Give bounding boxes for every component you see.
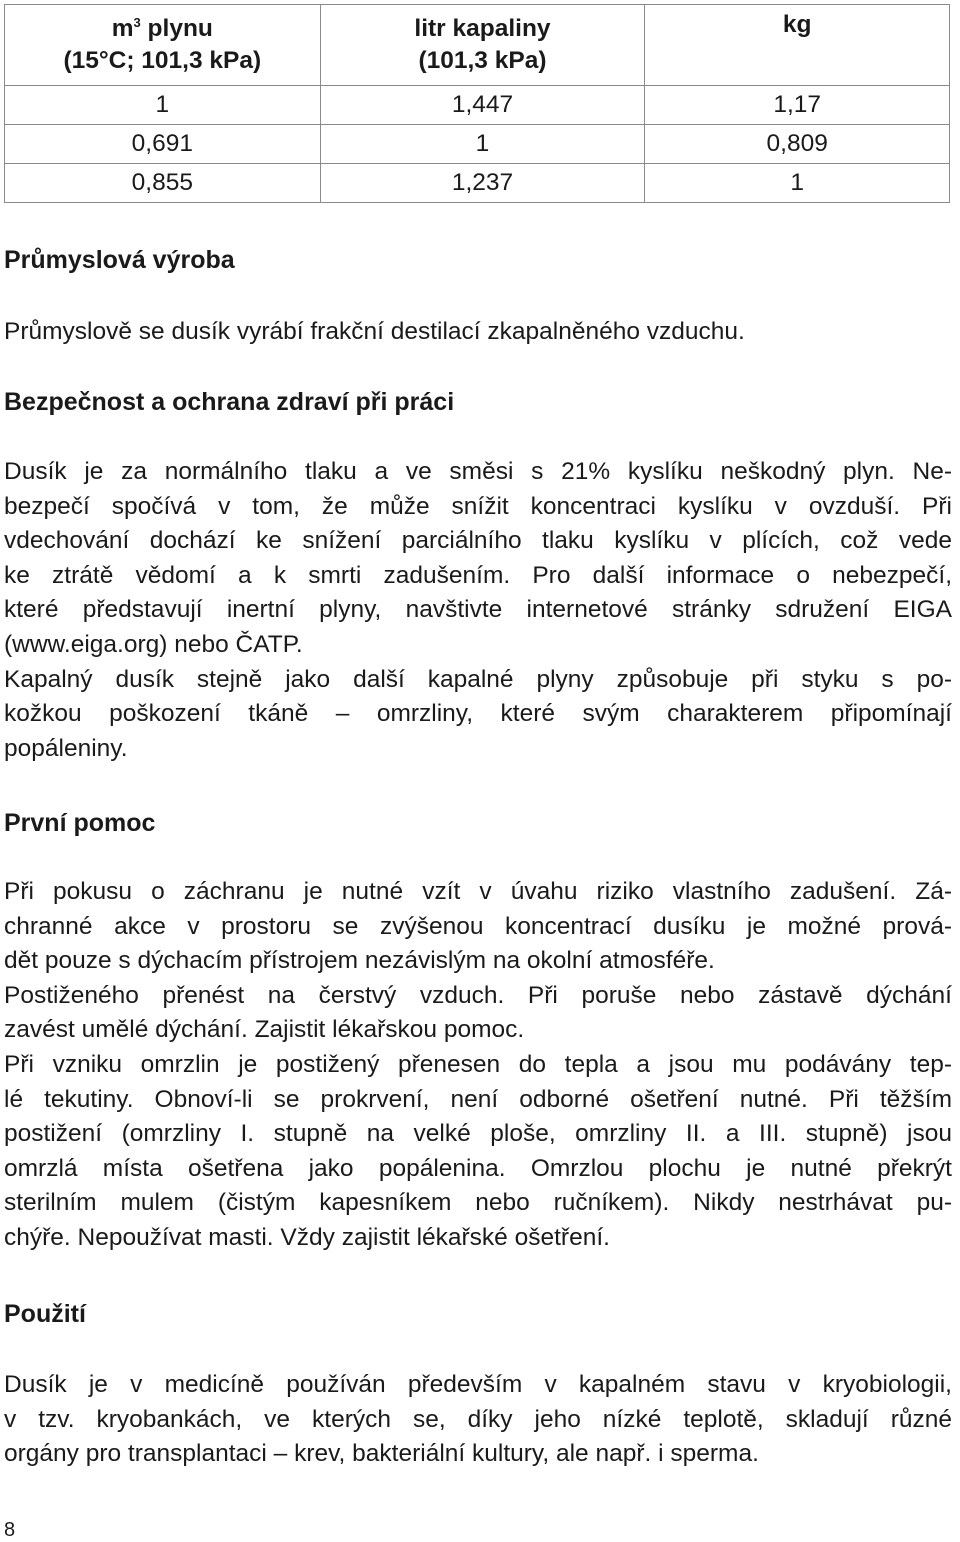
text-line: sterilním mulem (čistým kapesníkem nebo ručníkem). Nikdy nestrhávat pu- [4, 1189, 952, 1217]
text-line: zavést umělé dýchání. Zajistit lékařskou pomoc. [4, 1016, 525, 1044]
text-line: orgány pro transplantaci – krev, bakteriální kultury, ale např. i sperma. [4, 1440, 759, 1468]
table-row [5, 164, 950, 203]
header-text: kg [782, 11, 812, 38]
column-header-mass [645, 5, 950, 86]
conversion-table [4, 4, 950, 203]
header-text-rest: plynu [140, 15, 213, 42]
section-heading-production: Průmyslová výroba [4, 246, 235, 274]
text-line: lé tekutiny. Obnoví-li se prokrvení, není odborné ošetření nutné. Při těžším [4, 1085, 952, 1113]
section-heading-first-aid: První pomoc [4, 809, 156, 837]
text-line: kožkou poškození tkáně – omrzliny, které svým charakterem připomínají [4, 700, 952, 728]
page-number: 8 [4, 1519, 16, 1541]
table-cell: 1 [5, 86, 321, 125]
text-line: Dusík je v medicíně používán především v kapalném stavu v kryobiologii, [4, 1371, 952, 1398]
text-line: které představují inertní plyny, navštivte internetové stránky sdružení EIGA [4, 596, 952, 624]
column-header-liquid-volume [320, 5, 645, 86]
table-cell: 1 [320, 125, 645, 164]
text-line: Při pokusu o záchranu je nutné vzít v úvahu riziko vlastního zadušení. Zá- [4, 878, 952, 905]
text-line: (www.eiga.org) nebo ČATP. [4, 630, 303, 658]
column-header-gas-volume [5, 5, 321, 86]
text-line: postižení (omrzliny I. stupně na velké ploše, omrzliny II. a III. stupně) jsou [4, 1120, 952, 1148]
section-heading-safety: Bezpečnost a ochrana zdraví při práci [4, 388, 455, 416]
table-row [5, 86, 950, 125]
table-row [5, 125, 950, 164]
section-paragraph-production [4, 315, 952, 350]
text-line: v tzv. kryobankách, ve kterých se, díky jeho nízké teplotě, skladují různé [4, 1405, 952, 1433]
text-line: Při vzniku omrzlin je postižený přenesen do tepla a jsou mu podávány tep- [4, 1050, 952, 1078]
table-header-row [5, 5, 950, 86]
header-subtext: (15°C; 101,3 kPa) [63, 47, 262, 74]
table-cell: 0,691 [5, 125, 321, 164]
text-line: chranné akce v prostoru se zvýšenou koncentrací dusíku je možné prová- [4, 912, 952, 940]
header-text: m [111, 15, 134, 42]
text-line: Postiženého přenést na čerstvý vzduch. Při poruše nebo zástavě dýchání [4, 981, 952, 1009]
text-line: Kapalný dusík stejně jako další kapalné plyny způsobuje při styku s po- [4, 665, 952, 693]
text-line: ke ztrátě vědomí a k smrti zadušením. Pro další informace o nebezpečí, [4, 561, 952, 589]
text-line: popáleniny. [4, 734, 128, 762]
section-paragraph-usage [4, 1368, 952, 1472]
header-subtext: (101,3 kPa) [418, 47, 547, 74]
text-line: dět pouze s dýchacím přístrojem nezávislým na okolní atmosféře. [4, 947, 715, 975]
text-line: Průmyslově se dusík vyrábí frakční destilací zkapalněného vzduchu. [4, 318, 745, 345]
header-text: litr kapaliny [414, 15, 551, 42]
section-paragraph-first-aid [4, 875, 952, 1256]
header-superscript: 3 [133, 14, 141, 30]
text-line: vdechování dochází ke snížení parciálního tlaku kyslíku v plících, což vede [4, 527, 952, 555]
table-cell: 1,237 [320, 164, 645, 203]
section-heading-usage: Použití [4, 1300, 86, 1328]
text-line: chýře. Nepoužívat masti. Vždy zajistit lékařské ošetření. [4, 1223, 610, 1251]
text-line: omrzlá místa ošetřena jako popálenina. Omrzlou plochu je nutné překrýt [4, 1154, 952, 1182]
table-cell: 1,17 [645, 86, 950, 125]
text-line: bezpečí spočívá v tom, že může snížit koncentraci kyslíku v ovzduší. Při [4, 492, 952, 520]
section-paragraph-safety [4, 455, 952, 766]
table-cell: 1,447 [320, 86, 645, 125]
table-cell: 0,809 [645, 125, 950, 164]
table-cell: 1 [645, 164, 950, 203]
table-cell: 0,855 [5, 164, 321, 203]
text-line: Dusík je za normálního tlaku a ve směsi s 21% kyslíku neškodný plyn. Ne- [4, 458, 952, 485]
